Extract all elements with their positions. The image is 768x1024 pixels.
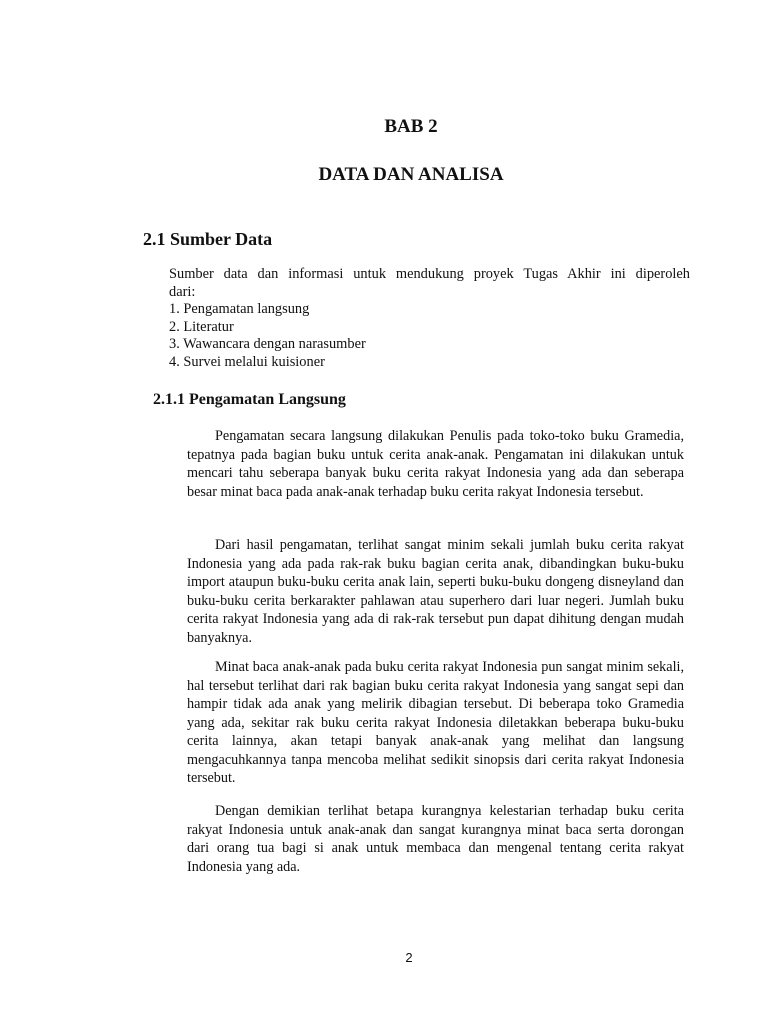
intro-line-1: Sumber data dan informasi untuk mendukung proyek Tugas Akhir ini diperoleh bbox=[169, 266, 690, 282]
list-item: 4. Survei melalui kuisioner bbox=[169, 353, 325, 370]
page-number: 2 bbox=[405, 950, 413, 965]
paragraph: Dari hasil pengamatan, terlihat sangat minim sekali jumlah buku cerita rakyat Indonesia yang ada pada rak-rak buku bagian cerita anak, dibandingkan buku-buku import ataupun buku-buku cerita anak lain, seperti buku-buku dongeng disneyland dan buku-buku cerita berkarakter pahlawan atau superhero dari luar negeri. Jumlah buku cerita rakyat Indonesia yang ada di rak-rak tersebut pun dapat dihitung dengan mudah banyaknya. bbox=[187, 537, 684, 646]
chapter-label: BAB 2 bbox=[384, 116, 438, 137]
chapter-title: DATA DAN ANALISA bbox=[318, 164, 504, 185]
section-heading-sumber-data: 2.1 Sumber Data bbox=[143, 229, 273, 249]
sumber-data-intro bbox=[169, 266, 690, 372]
subsection-heading-pengamatan-langsung: 2.1.1 Pengamatan Langsung bbox=[153, 391, 346, 408]
data-source-list bbox=[169, 301, 690, 371]
intro-line-2: dari: bbox=[169, 283, 196, 300]
paragraph: Pengamatan secara langsung dilakukan Penulis pada toko-toko buku Gramedia, tepatnya pada bagian buku untuk cerita anak-anak. Pengamatan ini dilakukan untuk mencari tahu seberapa banyak buku cerita rakyat Indonesia yang ada dan seberapa besar minat baca pada anak-anak terhadap buku cerita rakyat Indonesia tersebut. bbox=[187, 428, 684, 500]
list-item: 3. Wawancara dengan narasumber bbox=[169, 336, 366, 353]
paragraph: Dengan demikian terlihat betapa kurangnya kelestarian terhadap buku cerita rakyat Indonesia untuk anak-anak dan sangat kurangnya minat baca serta dorongan dari orang tua bagi si anak untuk membaca dan mengenal tentang cerita rakyat Indonesia yang ada. bbox=[187, 803, 684, 875]
list-item: 2. Literatur bbox=[169, 318, 234, 335]
list-item: 1. Pengamatan langsung bbox=[169, 301, 310, 318]
paragraph: Minat baca anak-anak pada buku cerita rakyat Indonesia pun sangat minim sekali, hal tersebut terlihat dari rak bagian buku cerita rakyat Indonesia yang sangat sepi dan hampir tidak ada anak yang melirik dibagian tersebut. Di beberapa toko Gramedia yang ada, sekitar rak buku cerita rakyat Indonesia diletakkan beberapa buku-buku cerita lainnya, akan tetapi banyak anak-anak yang melihat dan langsung mengacuhkannya tanpa mencoba melihat sedikit sinopsis dari cerita rakyat Indonesia tersebut. bbox=[187, 659, 684, 786]
